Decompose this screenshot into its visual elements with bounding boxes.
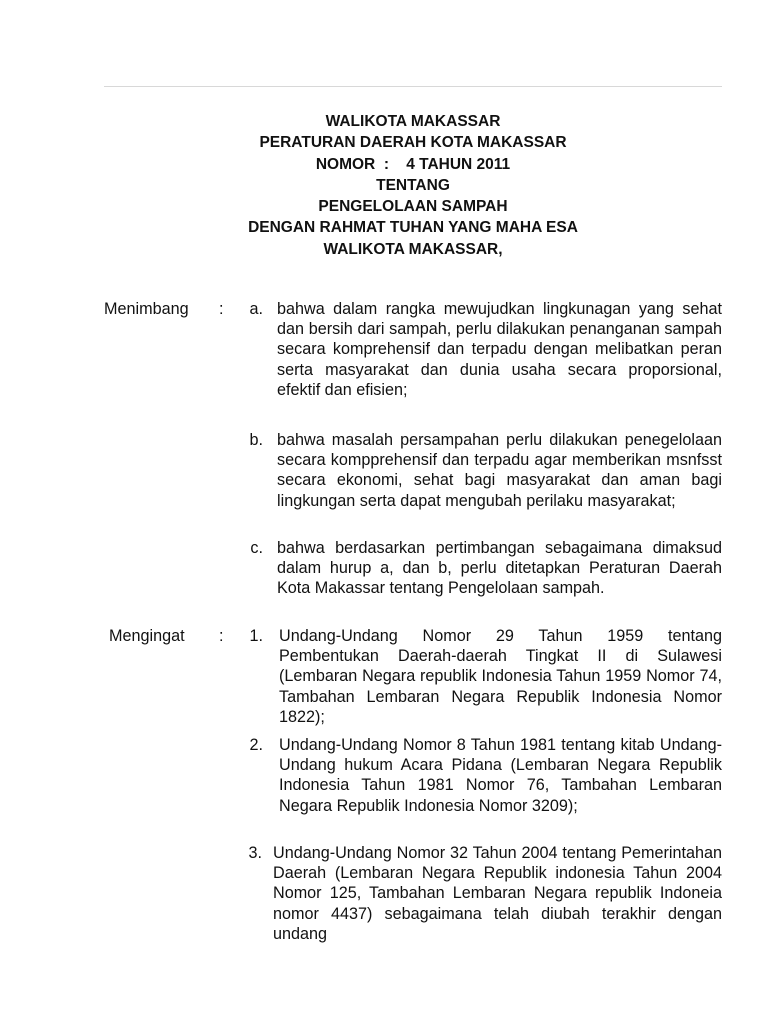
header-tentang: TENTANG [376,176,450,194]
page-top-divider [104,86,722,87]
item-text: Undang-Undang Nomor 32 Tahun 2004 tentang Pemerintahan Daerah (Lembaran Negara Republik indonesia Tahun 2004 Nomor 125, Tambahan Lembaran Negara republik Indoneia nomor 4437) sebagaimana telah diubah terakhir dengan undang [273,844,722,943]
header-subject: PENGELOLAAN SAMPAH [318,198,508,216]
item-marker: b. [249,431,263,449]
item-marker: 2. [249,736,263,754]
mengingat-colon: : [219,627,224,645]
item-text: bahwa dalam rangka mewujudkan lingkunagan yang sehat dan bersih dari sampah, perlu dilakukan penanganan sampah secara komprehensif dan terpadu dengan melibatkan peran serta masyarakat dan dunia usaha secara proporsional, efektif dan efisien; [277,300,722,399]
item-marker: 1. [249,627,263,645]
menimbang-label: Menimbang [104,300,189,318]
item-marker: 3. [248,844,262,862]
mengingat-label: Mengingat [109,627,185,645]
document-header [104,111,722,260]
item-text: Undang-Undang Nomor 8 Tahun 1981 tentang kitab Undang-Undang hukum Acara Pidana (Lembaran Negara Republik Indonesia Tahun 1981 Nomor 76, Tambahan Lembaran Negara Republik Indonesia Nomor 3209); [279,736,722,815]
item-marker: c. [250,539,263,557]
header-regulation-number: NOMOR : 4 TAHUN 2011 [315,155,511,173]
item-text: Undang-Undang Nomor 29 Tahun 1959 tentang Pembentukan Daerah-daerah Tingkat II di Sulawesi (Lembaran Negara republik Indonesia Tahun 1959 Nomor 74, Tambahan Lembaran Negara Republik Indonesia Nomor 1822); [279,627,722,726]
menimbang-colon: : [219,300,224,318]
header-regulation-title: PERATURAN DAERAH KOTA MAKASSAR [259,134,567,152]
header-walikota-closing: WALIKOTA MAKASSAR, [323,240,503,258]
item-marker: a. [249,300,263,318]
header-invocation: DENGAN RAHMAT TUHAN YANG MAHA ESA [248,219,578,237]
item-text: bahwa berdasarkan pertimbangan sebagaimana dimaksud dalam hurup a, dan b, perlu ditetapkan Peraturan Daerah Kota Makassar tentang Pengelolaan sampah. [277,539,722,598]
item-text: bahwa masalah persampahan perlu dilakukan penegelolaan secara kompprehensif dan terpadu agar memberikan msnfsst secara ekonomi, sehat bagi masyarakat dan aman bagi lingkungan serta dapat mengubah perilaku masyarakat; [277,431,722,510]
header-title-walikota: WALIKOTA MAKASSAR [325,113,501,130]
